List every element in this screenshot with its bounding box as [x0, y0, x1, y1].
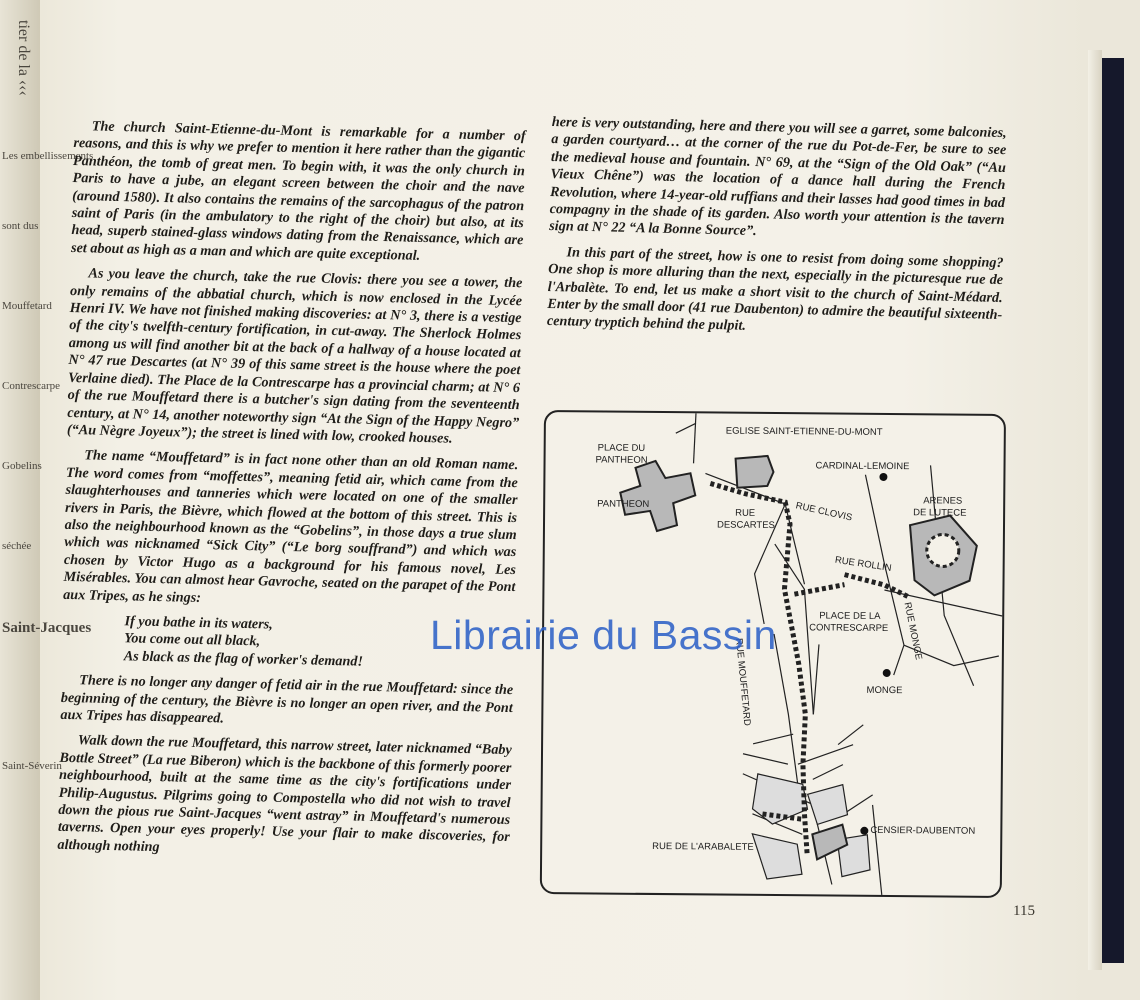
- map-label-rue-clovis: RUE CLOVIS: [794, 500, 854, 524]
- church-building: [735, 456, 773, 488]
- map-label-rue-arbalete: RUE DE L'ARABALETE: [652, 840, 754, 853]
- map-label-rue-mouffetard: RUE MOUFFETARD: [733, 637, 753, 727]
- metro-station-icon: [860, 827, 868, 835]
- map-label-monge: MONGE: [866, 684, 903, 697]
- arena-ring: [927, 534, 959, 566]
- paragraph: As you leave the church, take the rue Clovis: there you see a tower, the only remains of the abbatial church, which is now enclosed in the Lycée Henri IV. We have not finished making discoveries: at N° 3, there is a vestige of the city's twelfth-century fortification, in cut-away. The Sherlock Holmes among us will find another bit at the back of a hallway of a house located at N° 47 rue Descartes (at N° 39 of this same street is the house where the poet Verlaine died). The Place de la Contrescarpe has a provincial charm; at N° 6 of the rue Mouffetard there is a butcher's sign dating from the seventeenth century, at N° 14, another noteworthy sign “At the Sign of the Happy Negro” (“Au Nègre Joyeux”); the street is lined with low, crooked houses.: [66, 265, 523, 447]
- metro-station-icon: [879, 473, 887, 481]
- street: [813, 644, 819, 714]
- city-block: [807, 784, 847, 824]
- map-label-rue-monge: RUE MONGE: [901, 601, 925, 661]
- facing-page-text-fragment: sont dus: [2, 220, 39, 232]
- facing-page-text-fragment: Contrescarpe: [2, 380, 61, 392]
- metro-station-icon: [883, 669, 891, 677]
- facing-page-text-fragment: Les embellissements: [2, 150, 94, 162]
- street: [694, 413, 696, 463]
- text-column-left: [57, 118, 526, 872]
- street: [864, 475, 906, 675]
- facing-page-title-fragment: tier de la ‹‹‹: [15, 20, 32, 96]
- map-label-cardinal-lemoine: CARDINAL-LEMOINE: [815, 460, 910, 473]
- map-label-rue-rollin: RUE ROLLIN: [834, 554, 893, 574]
- text-column-right: [547, 114, 1007, 350]
- paragraph: In this part of the street, how is one to resist from doing some shopping? One shop is more alluring than the next, especially in the picturesque rue de l'Arbalète. To end, let us make a short visit to the church of Saint-Médard. Enter by the small door (41 rue Daubenton) to admire the beautiful sixteenth-century tryptich behind the pulpit.: [546, 244, 1004, 335]
- route-rollin: [844, 575, 909, 598]
- map-label-pantheon: PANTHEON: [597, 498, 650, 510]
- street: [753, 734, 793, 744]
- street: [813, 764, 843, 779]
- map-label-place-pantheon: PLACE DU: [597, 442, 646, 454]
- street: [743, 754, 788, 764]
- pantheon-building: [620, 461, 696, 532]
- facing-page-text-fragment: Saint-Séverin: [2, 760, 62, 772]
- city-block: [752, 834, 802, 879]
- building-blocks: [752, 774, 871, 880]
- paragraph: There is no longer any danger of fetid air in the rue Mouffetard: since the beginning of the century, the Bièvre is no longer an open river, and the Pont aux Tripes has disappeared.: [60, 672, 514, 727]
- street: [872, 805, 883, 895]
- map-label-place-contrescarpe: CONTRESCARPE: [809, 622, 889, 635]
- book-edge: [1088, 50, 1102, 970]
- map-label-eglise: EGLISE SAINT-ETIENNE-DU-MONT: [725, 425, 883, 438]
- poem-line: If you bathe in its waters,: [124, 613, 273, 633]
- map-label-arenes: ARENES: [923, 495, 963, 507]
- street: [838, 725, 863, 745]
- map-label-place-pantheon: PANTHEON: [595, 454, 648, 466]
- book-cover-edge: [1102, 58, 1124, 963]
- facing-page-text-fragment: Mouffetard: [2, 300, 52, 312]
- street: [676, 423, 696, 433]
- page-number: 115: [1013, 903, 1035, 919]
- map-label-arenes: DE LUTECE: [913, 507, 967, 519]
- paragraph: The church Saint-Etienne-du-Mont is remarkable for a number of reasons, and this is why we prefer to mention it here rather than the gigantic Panthéon, the tomb of great men. To begin with, it was the only church in Paris to have a jube, an elegant screen between the choir and the nave (around 1580). It also contains the remains of the sarcophagus of the patron saint of Paris (in the ambulatory to the right of the choir) but also, at its head, superb stained-glass windows dating from the Renaissance, which are set about as high as a man and which are quite exceptional.: [70, 118, 526, 264]
- paragraph: here is very outstanding, here and there you will see a garret, some balconies, a garden courtyard… at the corner of the rue du Pot-de-Fer, be sure to see the medieval house and fountain. N° 69, at the “Sign of the Old Oak” (“Au Vieux Chêne”) was the location of a dance hall during the French Revolution, where 14-year-old ruffians and their lasses had good times in bad compagny in the shade of its garden. Also worth your attention is the tavern sign at N° 22 “A la Bonne Source”.: [549, 114, 1007, 240]
- map-label-censier-daubenton: CENSIER-DAUBENTON: [870, 824, 976, 837]
- facing-page-text-fragment: séchée: [2, 540, 32, 552]
- map-label-rue-descartes: RUE: [735, 507, 756, 519]
- facing-page-edge: [0, 0, 94, 1000]
- poem-line: You come out all black,: [124, 630, 261, 650]
- watermark: Librairie du Bassin: [430, 612, 777, 658]
- poem-line: As black as the flag of worker's demand!: [123, 648, 364, 670]
- map-label-place-contrescarpe: PLACE DE LA: [819, 610, 881, 622]
- paragraph: Walk down the rue Mouffetard, this narrow street, later nicknamed “Baby Bottle Street” (La rue Biberon) which is the backbone of this formerly poorer neighbourhood, built at the same time as the city's fortifications under Philip-Augustus. Pilgrims going to Compostella who did not wish to travel down the pious rue Saint-Jacques “went astray” in Mouffetard's numerous taverns. Open your eyes properly! Use your flair to make discoveries, for although nothing: [57, 732, 512, 855]
- facing-page-heading-fragment: Saint-Jacques: [2, 620, 92, 636]
- facing-page-text-fragment: Gobelins: [2, 460, 42, 472]
- paragraph: The name “Mouffetard” is in fact none other than an old Roman name. The word comes from “moffettes”, meaning fetid air, which came from the slaughterhouses and tanneries which were located on one of the smaller rivers in Paris, the Bièvre, which flowed at the bottom of this street. This is also the neighbourhood known as the “Gobelins”, in those days a true slum which was nicknamed “Sick City” (“Le borg souffrand”) and which was chosen by Victor Hugo as a background for his famous novel, Les Misérables. You can almost hear Gavroche, seated on the parapet of the Pont aux Tripes, as he sings:: [63, 447, 519, 606]
- map-label-rue-descartes: DESCARTES: [716, 519, 775, 532]
